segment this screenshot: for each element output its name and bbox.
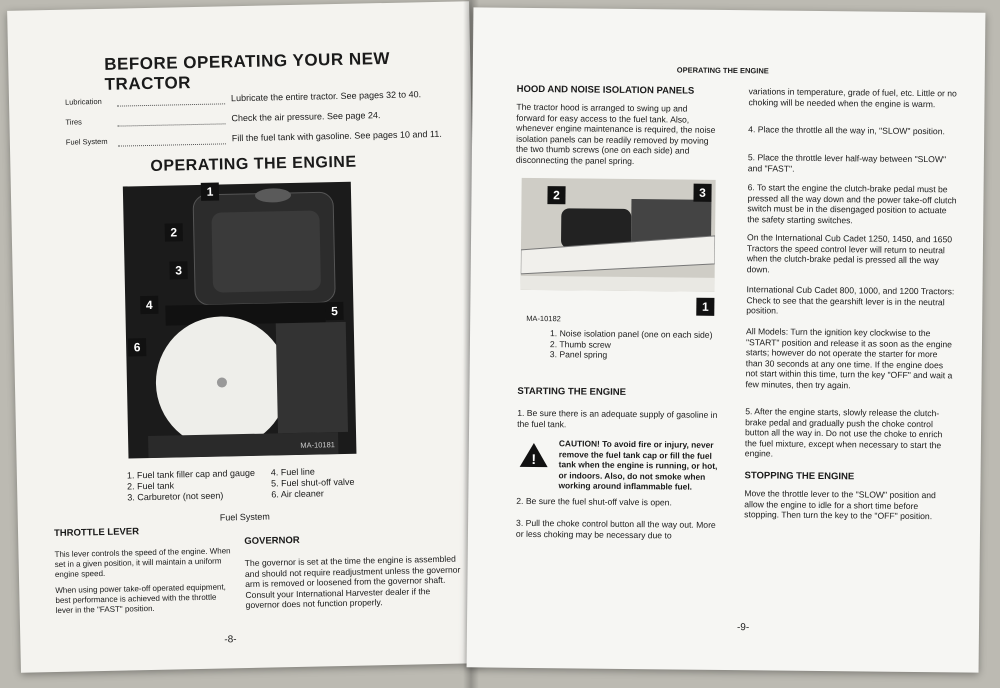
stopping-heading: STOPPING THE ENGINE [744, 470, 855, 483]
photo-legend [550, 328, 720, 362]
checklist-text: Check the air pressure. See page 24. [231, 110, 381, 124]
legend-item: 5. Fuel shut-off valve [270, 476, 355, 489]
legend-item: 6. Air cleaner [271, 488, 324, 500]
cub-cadet-note-2: International Cub Cadet 800, 1000, and 1200 Tractors: Check to see that the gearshift lever is in the neutral position. [746, 284, 955, 316]
page-number: -8- [224, 634, 237, 646]
legend-item: 1. Noise isolation panel (one on each side) [550, 328, 713, 340]
caution-block [518, 438, 727, 493]
step-2: 2. Be sure the fuel shut-off valve is open. [516, 495, 672, 508]
checklist [65, 80, 446, 148]
step-6: 6. To start the engine the clutch-brake pedal must be pressed all the way down and the power take-off clutch switch must be in the disengaged position to actuate the safety starting switches. [747, 182, 957, 226]
svg-text:!: ! [531, 450, 537, 468]
starting-heading: STARTING THE ENGINE [517, 385, 627, 398]
step-5b: 5. After the engine starts, slowly release the clutch-brake pedal and gradually push the choke control button all the way in. Do not use the choke to enrich the fuel mixture, except when necessary to start the engine. [744, 406, 943, 459]
checklist-label: Fuel System [65, 136, 108, 147]
governor-heading: GOVERNOR [244, 534, 300, 548]
all-models-note: All Models: Turn the ignition key clockwise to the "START" position and release it as soon as the engine starts; however do not operate the starter for more than 30 seconds at any one time. If the engine does not start within this time, turn the key "OFF" and wait a few minutes, then try again. [745, 326, 953, 391]
callout-3: 3 [693, 184, 711, 202]
hood-paragraph: The tractor hood is arranged to swing up and forward for easy access to the fuel tank. Also, whenever engine maintenance is required, the noise isolation panels can be readily removed by moving the two thumb screws (one on each side) and disconnecting the panel spring. [515, 101, 716, 166]
checklist-text: Lubricate the entire tractor. See pages 32 to 40. [230, 89, 422, 104]
page-number: -9- [736, 622, 750, 634]
section-heading: OPERATING THE ENGINE [150, 153, 357, 175]
legend-item: 4. Fuel line [270, 466, 315, 478]
step-3: 3. Pull the choke control button all the way out. More or less choking may be necessary due to [515, 517, 716, 541]
page-title: BEFORE OPERATING YOUR NEW TRACTOR [104, 48, 391, 94]
left-page [7, 1, 483, 673]
engine-photo [123, 182, 357, 459]
governor-paragraph: The governor is set at the time the engine is assembled and should not require readjustment unless the governor arm is removed or loosened from the governor shaft. Consult your International Harvester dealer if the governor does not function properly. [244, 553, 461, 611]
photo-id: MA-10182 [526, 313, 561, 324]
legend-left [127, 468, 268, 504]
legend-item: 3. Carburetor (not seen) [127, 490, 224, 503]
callout-2: 2 [165, 223, 183, 241]
callout-6: 6 [128, 338, 146, 356]
caution-text: CAUTION! To avoid fire or injury, never remove the fuel tank cap or fill the fuel tank when the engine is running, or hot, or indoors. Also, do not smoke when working around inflammable fuel. [558, 438, 718, 493]
running-head: OPERATING THE ENGINE [676, 65, 769, 76]
checklist-label: Tires [65, 117, 82, 127]
engine-illustration [123, 182, 357, 459]
callout-5: 5 [325, 302, 343, 320]
legend-right [271, 465, 392, 501]
step-5: 5. Place the throttle lever half-way between "SLOW" and "FAST". [747, 152, 947, 174]
throttle-heading: THROTTLE LEVER [53, 526, 140, 540]
legend-item: 3. Panel spring [549, 349, 608, 360]
callout-2: 2 [547, 186, 565, 204]
callout-1: 1 [696, 298, 714, 316]
legend-item: 2. Fuel tank [127, 480, 175, 492]
stopping-paragraph: Move the throttle lever to the "SLOW" position and allow the engine to idle for a short time before stopping. Then turn the key to the "OFF" position. [744, 488, 936, 522]
legend-item: 2. Thumb screw [549, 338, 611, 350]
cub-cadet-note-1: On the International Cub Cadet 1250, 1450, and 1650 Tractors the speed control lever will return to neutral when the clutch-brake pedal is pressed all the way down. [746, 232, 953, 275]
checklist-text: Fill the fuel tank with gasoline. See pages 10 and 11. [231, 128, 442, 144]
callout-3: 3 [169, 261, 187, 279]
choke-continued: variations in temperature, grade of fuel, etc. Little or no choking will be needed when the engine is warm. [748, 86, 957, 109]
callout-4: 4 [140, 296, 158, 314]
hood-heading: HOOD AND NOISE ISOLATION PANELS [516, 83, 695, 97]
callout-1: 1 [201, 183, 219, 201]
throttle-paragraph-1: This lever controls the speed of the engine. When set in a given position, it will maintain a uniform engine speed. [54, 546, 231, 580]
step-4: 4. Place the throttle all the way in, "SLOW" position. [748, 124, 945, 137]
step-1: 1. Be sure there is an adequate supply of gasoline in the fuel tank. [517, 407, 718, 429]
figure-caption: Fuel System [219, 511, 270, 523]
checklist-label: Lubrication [64, 96, 102, 107]
right-page [467, 7, 986, 672]
photo-id: MA-10181 [300, 440, 335, 450]
legend-item: 1. Fuel tank filler cap and gauge [126, 467, 256, 481]
throttle-paragraph-2: When using power take-off operated equipment, best performance is achieved with the throttle lever in the "FAST" position. [55, 582, 226, 616]
dotted-leader [118, 137, 226, 146]
warning-icon [519, 442, 549, 468]
